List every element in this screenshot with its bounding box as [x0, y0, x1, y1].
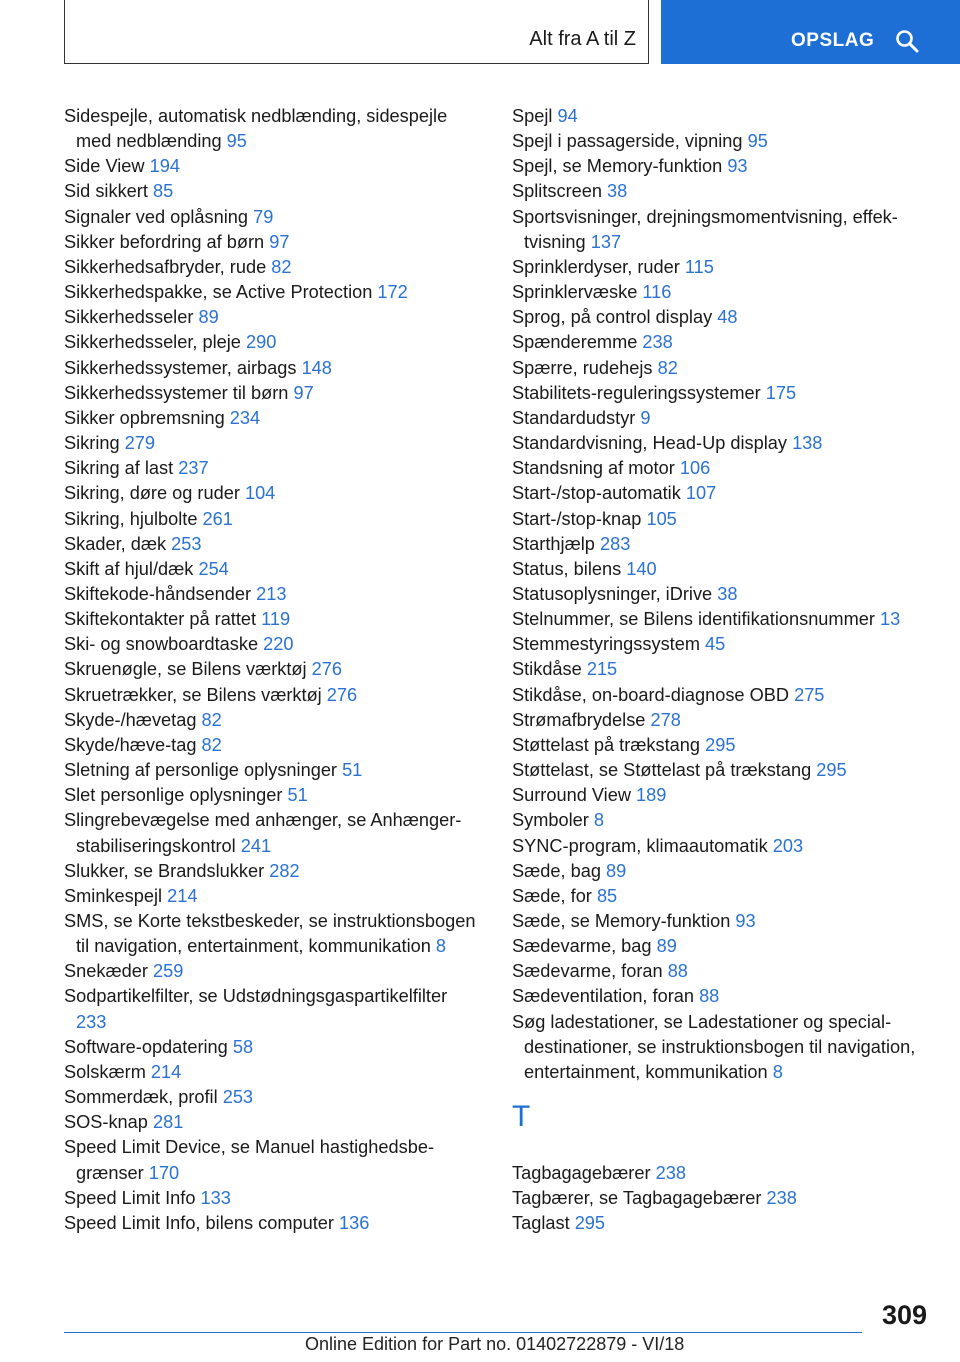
index-entry	[512, 481, 932, 506]
index-entry	[512, 1010, 932, 1085]
index-column-left	[64, 104, 482, 1236]
index-entry	[512, 582, 932, 607]
entry-page-link[interactable]: 137	[590, 231, 622, 252]
entry-text: Støttelast på trækstang	[512, 734, 701, 755]
entry-page-link[interactable]: 94	[557, 106, 578, 126]
index-entry	[64, 104, 482, 154]
entry-text: Sæde, se Memory-funktion	[512, 911, 731, 931]
entry-text: Sikring, døre og ruder	[64, 483, 240, 504]
index-entry	[64, 1060, 482, 1085]
entry-page-link[interactable]: 89	[656, 936, 677, 957]
entry-page-link[interactable]: 95	[747, 131, 768, 152]
entry-page-link[interactable]: 276	[326, 684, 358, 705]
entry-text: Sikring, hjulbolte	[64, 508, 198, 529]
index-entry	[64, 1110, 482, 1135]
index-entry	[64, 1135, 482, 1185]
entry-page-link[interactable]: 8	[435, 936, 447, 957]
entry-text: Status, bilens	[512, 558, 622, 579]
entry-page-link[interactable]: 8	[593, 810, 605, 831]
entry-page-link[interactable]: 138	[792, 433, 823, 454]
entry-page-link[interactable]: 88	[667, 961, 688, 982]
index-entry	[512, 733, 932, 758]
index-entry	[512, 632, 932, 657]
entry-page-link[interactable]: 93	[727, 156, 748, 177]
index-entry	[512, 808, 932, 833]
index-entry	[64, 154, 482, 179]
entry-page-link[interactable]: 82	[271, 256, 292, 277]
entry-text: Stemmestyringssystem	[512, 634, 700, 655]
entry-text: Sikkerhedsseler	[64, 307, 194, 328]
entry-page-link[interactable]: 172	[377, 282, 408, 303]
entry-text: Sikkerhedssystemer til børn	[64, 382, 289, 403]
entry-page-link[interactable]: 38	[607, 181, 628, 202]
entry-page-link[interactable]: 58	[232, 1036, 254, 1057]
index-entry	[512, 758, 932, 783]
index-entry	[64, 330, 482, 355]
entry-text: SYNC-program, klimaautomatik	[512, 835, 768, 856]
index-entry	[512, 406, 932, 431]
entry-text: Skiftekontakter på rattet	[64, 609, 257, 630]
entry-page-link[interactable]: 97	[269, 231, 290, 252]
index-entry	[64, 255, 482, 280]
index-entry	[512, 607, 932, 632]
entry-page-link[interactable]: 203	[772, 835, 804, 856]
entry-page-link[interactable]: 214	[150, 1061, 182, 1082]
entry-text: Sikker opbremsning	[64, 407, 225, 428]
entry-page-link[interactable]: 295	[705, 734, 736, 755]
entry-text: Stabilitets-reguleringssystemer	[512, 382, 761, 403]
index-entry	[64, 733, 482, 758]
entry-text: SOS-knap	[64, 1112, 148, 1133]
index-entry	[512, 205, 932, 255]
entry-text: Spærre, rudehejs	[512, 357, 653, 378]
entry-page-link[interactable]: 82	[201, 709, 222, 730]
entry-text: Stelnummer, se Bilens identifikationsnummer	[512, 609, 875, 630]
entry-text: Speed Limit Info	[64, 1187, 196, 1208]
entry-text: SMS, se Korte tekstbeskeder, se instruktionsbogen til navigation, entertainment, kommunikation	[64, 911, 476, 957]
entry-page-link[interactable]: 295	[574, 1213, 606, 1234]
index-entry	[64, 808, 482, 858]
index-entry	[512, 431, 932, 456]
index-entry	[512, 683, 932, 708]
entry-page-link[interactable]: 79	[253, 206, 274, 227]
entry-text: Tagbagagebærer	[512, 1163, 651, 1184]
entry-page-link[interactable]: 13	[879, 609, 901, 630]
entry-page-link[interactable]: 107	[685, 483, 717, 504]
entry-page-link[interactable]: 140	[626, 558, 657, 579]
entry-page-link[interactable]: 290	[245, 332, 277, 353]
index-entry	[512, 834, 932, 859]
entry-page-link[interactable]: 89	[606, 860, 627, 881]
entry-text: Sprinklervæske	[512, 282, 638, 303]
entry-text: Spejl i passagerside, vipning	[512, 131, 743, 152]
entry-page-link[interactable]: 215	[586, 659, 618, 680]
page-number: 309	[881, 1300, 927, 1330]
entry-page-link[interactable]: 82	[657, 357, 678, 378]
entry-text: Skift af hjul/dæk	[64, 558, 194, 579]
entry-page-link[interactable]: 233	[76, 1011, 107, 1032]
entry-page-link[interactable]: 51	[287, 785, 308, 806]
entry-page-link[interactable]: 88	[699, 986, 720, 1007]
index-entry	[64, 1211, 482, 1236]
entry-text: Standardudstyr	[512, 407, 636, 428]
section-letter: T	[512, 1100, 531, 1134]
index-entry	[64, 859, 482, 884]
entry-text: Skyde-/hævetag	[64, 709, 197, 730]
entry-text: Skader, dæk	[64, 533, 167, 554]
entry-text: Sid sikkert	[64, 181, 148, 202]
index-entry	[64, 305, 482, 330]
index-entry	[512, 884, 932, 909]
entry-page-link[interactable]: 93	[735, 911, 756, 931]
entry-page-link[interactable]: 189	[636, 785, 667, 806]
entry-text: Tagbærer, se Tagbagagebærer	[512, 1188, 762, 1209]
entry-page-link[interactable]: 276	[311, 659, 343, 680]
entry-page-link[interactable]: 238	[655, 1163, 686, 1184]
lookup-button[interactable]	[661, 0, 960, 64]
index-entry	[512, 104, 932, 129]
entry-page-link[interactable]: 9	[640, 407, 651, 428]
index-entry	[64, 884, 482, 909]
entry-text: Sikring af last	[64, 458, 174, 479]
index-entry	[64, 356, 482, 381]
entry-page-link[interactable]: 116	[642, 282, 672, 303]
entry-page-link[interactable]: 253	[171, 533, 202, 554]
entry-page-link[interactable]: 85	[152, 181, 174, 202]
entry-page-link[interactable]: 281	[152, 1112, 184, 1133]
entry-text: Surround View	[512, 785, 631, 806]
entry-text: Standsning af motor	[512, 458, 675, 479]
entry-text: Skruetrækker, se Bilens værktøj	[64, 684, 322, 705]
index-entry	[64, 758, 482, 783]
entry-text: Sodpartikelfilter, se Udstødningsgaspartikelfilter	[64, 986, 448, 1007]
index-entry	[512, 330, 932, 355]
index-column-right	[512, 104, 932, 1237]
index-entry	[512, 456, 932, 481]
index-entry	[512, 532, 932, 557]
entry-text: Spænderemme	[512, 332, 638, 353]
entry-page-link[interactable]: 295	[816, 760, 847, 781]
entry-text: Software-opdatering	[64, 1036, 228, 1057]
index-entry	[64, 230, 482, 255]
index-entry	[512, 1161, 932, 1186]
entry-page-link[interactable]: 283	[599, 533, 631, 554]
entry-page-link[interactable]: 254	[198, 558, 229, 579]
entry-text: Sikkerhedsseler, pleje	[64, 332, 241, 353]
entry-page-link[interactable]: 279	[124, 433, 156, 454]
entry-page-link[interactable]: 45	[705, 634, 726, 655]
index-entry	[64, 1186, 482, 1211]
entry-page-link[interactable]: 234	[229, 407, 261, 428]
index-entry	[64, 632, 482, 657]
entry-text: Spejl	[512, 106, 553, 126]
lookup-button-label: OPSLAG	[791, 30, 875, 51]
index-entry	[512, 179, 932, 204]
entry-text: Slingrebevægelse med anhænger, se Anhænger-stabiliseringskontrol	[64, 810, 462, 856]
index-entry	[64, 456, 482, 481]
entry-page-link[interactable]: 241	[240, 835, 272, 856]
index-entry	[512, 859, 932, 884]
entry-text: Sæde, bag	[512, 860, 601, 881]
entry-page-link[interactable]: 95	[226, 131, 247, 152]
entry-page-link[interactable]: 119	[261, 609, 291, 630]
footer-rule	[64, 1332, 862, 1333]
index-entry	[64, 1085, 482, 1110]
index-entry	[512, 507, 932, 532]
entry-text: Skruenøgle, se Bilens værktøj	[64, 659, 307, 680]
index-entry	[64, 984, 482, 1034]
entry-text: Sletning af personlige oplysninger	[64, 760, 337, 781]
index-entry	[64, 406, 482, 431]
index-entry	[64, 557, 482, 582]
index-entry	[512, 783, 932, 808]
entry-page-link[interactable]: 97	[293, 382, 314, 403]
entry-text: Sikker befordring af børn	[64, 231, 265, 252]
index-entry	[512, 356, 932, 381]
entry-text: Stikdåse	[512, 659, 582, 680]
entry-page-link[interactable]: 115	[684, 256, 714, 277]
entry-page-link[interactable]: 237	[178, 458, 209, 479]
entry-page-link[interactable]: 282	[269, 860, 300, 881]
index-entry	[512, 280, 932, 305]
footer-text: Online Edition for Part no. 01402722879 - VI/18	[305, 1334, 685, 1354]
entry-text: Starthjælp	[512, 533, 595, 554]
index-entry	[64, 959, 482, 984]
entry-text: Solskærm	[64, 1061, 146, 1082]
entry-text: Sommerdæk, profil	[64, 1087, 218, 1108]
entry-text: Statusoplysninger, iDrive	[512, 583, 713, 604]
entry-page-link[interactable]: 253	[222, 1087, 254, 1108]
entry-text: Sikkerhedssystemer, airbags	[64, 357, 297, 378]
entry-page-link[interactable]: 104	[244, 483, 276, 504]
entry-text: Skyde/hæve-tag	[64, 734, 197, 755]
index-entry	[512, 708, 932, 733]
entry-page-link[interactable]: 214	[167, 885, 198, 906]
index-entry	[64, 431, 482, 456]
entry-page-link[interactable]: 82	[201, 734, 222, 755]
search-icon	[895, 29, 919, 53]
entry-page-link[interactable]: 85	[596, 885, 618, 906]
entry-text: Sportsvisninger, drejningsmomentvisning, effektvisning	[512, 206, 898, 252]
entry-text: Speed Limit Device, se Manuel hastighedsbegrænser	[64, 1137, 435, 1183]
index-entry	[512, 129, 932, 154]
entry-text: Standardvisning, Head-Up display	[512, 433, 787, 454]
entry-text: Sikkerhedspakke, se Active Protection	[64, 282, 373, 303]
entry-page-link[interactable]: 51	[342, 760, 363, 781]
entry-page-link[interactable]: 238	[766, 1188, 797, 1209]
section-title: Alt fra A til Z	[529, 28, 636, 50]
entry-page-link[interactable]: 8	[772, 1061, 783, 1082]
index-entry	[512, 255, 932, 280]
entry-page-link[interactable]: 278	[650, 709, 681, 730]
entry-text: Støttelast, se Støttelast på trækstang	[512, 760, 812, 781]
right-entry-list	[512, 104, 932, 1085]
index-entry	[512, 959, 932, 984]
index-entry	[512, 305, 932, 330]
entry-page-link[interactable]: 259	[152, 961, 184, 982]
index-entry	[512, 984, 932, 1009]
t-entry-list	[512, 1161, 932, 1236]
entry-page-link[interactable]: 220	[263, 634, 294, 655]
entry-text: Sikkerhedsafbryder, rude	[64, 256, 267, 277]
entry-page-link[interactable]: 275	[794, 684, 825, 705]
index-entry	[64, 205, 482, 230]
entry-page-link[interactable]: 38	[717, 583, 738, 604]
entry-text: Splitscreen	[512, 181, 602, 202]
entry-page-link[interactable]: 106	[679, 458, 711, 479]
index-entry	[64, 381, 482, 406]
index-entry	[64, 683, 482, 708]
entry-page-link[interactable]: 48	[717, 307, 738, 328]
entry-text: Symboler	[512, 810, 589, 831]
index-entry	[64, 783, 482, 808]
entry-text: Sikring	[64, 433, 120, 454]
entry-text: Spejl, se Memory-funktion	[512, 156, 723, 177]
entry-text: Slet personlige oplysninger	[64, 785, 283, 806]
index-entry	[64, 708, 482, 733]
entry-text: Side View	[64, 156, 145, 177]
entry-page-link[interactable]: 238	[642, 332, 673, 353]
index-entry	[64, 280, 482, 305]
entry-text: Sidespejle, automatisk nedblænding, sidespejle med nedblænding	[64, 106, 448, 152]
entry-text: Sædeventilation, foran	[512, 986, 694, 1007]
entry-page-link[interactable]: 170	[148, 1162, 180, 1183]
entry-page-link[interactable]: 175	[765, 382, 797, 403]
entry-page-link[interactable]: 148	[301, 357, 332, 378]
entry-page-link[interactable]: 89	[198, 307, 219, 328]
entry-text: Taglast	[512, 1213, 570, 1234]
entry-text: Skiftekode-håndsender	[64, 583, 252, 604]
index-entry	[512, 909, 932, 934]
index-entry	[512, 557, 932, 582]
entry-text: Speed Limit Info, bilens computer	[64, 1212, 334, 1233]
index-entry	[64, 507, 482, 532]
index-entry	[64, 607, 482, 632]
entry-page-link[interactable]: 136	[339, 1212, 370, 1233]
index-entry	[64, 532, 482, 557]
entry-page-link[interactable]: 194	[149, 156, 180, 177]
index-entry	[512, 934, 932, 959]
entry-page-link[interactable]: 105	[646, 508, 677, 529]
entry-page-link[interactable]: 133	[200, 1187, 231, 1208]
index-entry	[64, 481, 482, 506]
index-entry	[512, 657, 932, 682]
index-entry	[512, 381, 932, 406]
index-entry	[512, 1186, 932, 1211]
entry-page-link[interactable]: 213	[256, 583, 287, 604]
entry-text: Snekæder	[64, 961, 148, 982]
entry-text: Sprinklerdyser, ruder	[512, 256, 680, 277]
entry-text: Sprog, på control display	[512, 307, 713, 328]
index-entry	[64, 179, 482, 204]
index-entry	[512, 154, 932, 179]
index-entry	[512, 1211, 932, 1236]
entry-text: Sædevarme, bag	[512, 936, 652, 957]
entry-text: Stikdåse, on-board-diagnose OBD	[512, 684, 790, 705]
index-entry	[64, 909, 482, 959]
entry-text: Sminkespejl	[64, 885, 163, 906]
entry-text: Signaler ved oplåsning	[64, 206, 249, 227]
entry-text: Søg ladestationer, se Ladestationer og specialdestinationer, se instruktionsbogen til navigation, entertainment, kommunikation	[512, 1011, 916, 1082]
entry-text: Sæde, for	[512, 885, 592, 906]
entry-text: Strømafbrydelse	[512, 709, 646, 730]
entry-text: Start-/stop-knap	[512, 508, 642, 529]
entry-text: Slukker, se Brandslukker	[64, 860, 265, 881]
entry-text: Sædevarme, foran	[512, 961, 663, 982]
entry-page-link[interactable]: 261	[202, 508, 233, 529]
index-entry	[64, 657, 482, 682]
entry-text: Start-/stop-automatik	[512, 483, 681, 504]
index-entry	[64, 1035, 482, 1060]
header-box	[64, 0, 649, 64]
index-entry	[64, 582, 482, 607]
entry-text: Ski- og snowboardtaske	[64, 634, 259, 655]
